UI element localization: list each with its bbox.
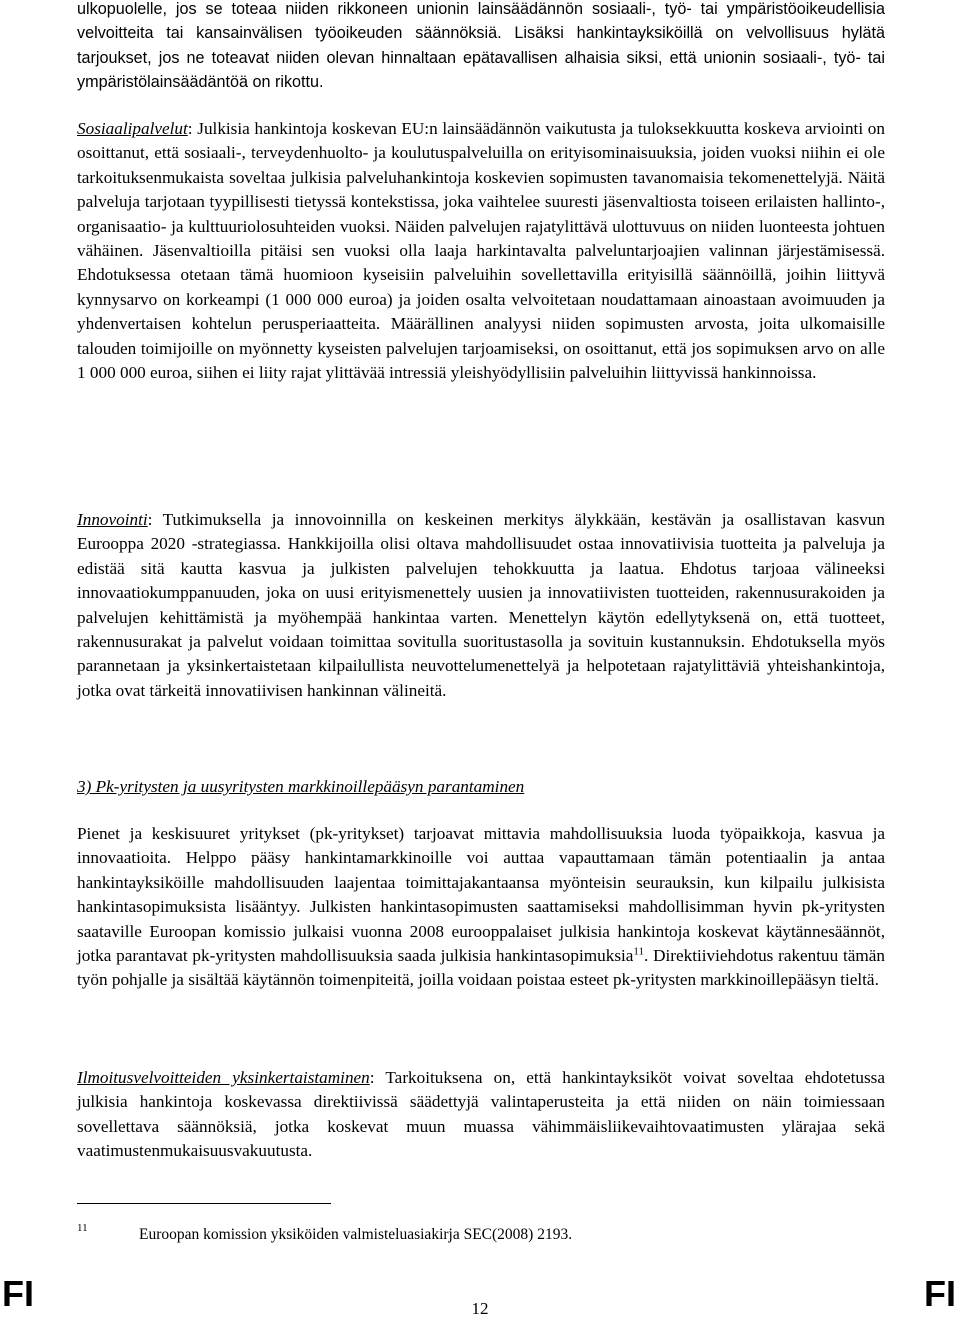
paragraph-sme [77,822,885,993]
paragraph-text-continued: . Direktiiviehdotus rakentuu tämän työn pohjalle ja sisältää käytännön toimenpiteitä, joilla voidaan poistaa esteet pk-yritysten markkinoillepääsyn tieltä. [77,946,885,990]
term-social-services: Sosiaalipalvelut [77,119,188,138]
paragraph-social-criteria [77,0,885,95]
section-heading: 3) Pk-yritysten ja uusyritysten markkinoillepääsyn parantaminen [77,777,525,796]
paragraph-text: ulkopuolelle, jos se toteaa niiden rikkoneen unionin lainsäädännön sosiaali-, työ- tai ympäristöoikeudellisia velvoitteita tai kansainvälisen työoikeuden säännöksiä. Lisäksi hankintayksiköillä on velvollisuus hylätä tarjoukset, jos ne toteavat niiden olevan hinnaltaan epätavallisen alhaisia siksi, että unionin sosiaali-, työ- tai ympäristölainsäädäntöä on rikottu. [77,0,885,92]
footnote-text: Euroopan komission yksiköiden valmisteluasiakirja SEC(2008) 2193. [139,1226,573,1243]
paragraph-text: : Julkisia hankintoja koskevan EU:n lainsäädännön vaikutusta ja tuloksekkuutta koskeva arviointi on osoittanut, että sosiaali-, terveydenhuolto- ja koulutuspalveluilla on erityisominaisuuksia, joiden vuoksi niihin ei ole tarkoituksenmukaista soveltaa julkisia palveluhankintoja koskevien sopimusten tavanomaisia tekomenettelyjä. Näitä palveluja tarjotaan tyypillisesti tietyssä kontekstissa, joka vaihtelee suuresti jäsenvaltiosta toiseen erilaisten hallinto-, organisaatio- ja kulttuuriolosuhteiden vuoksi. Näiden palvelujen rajatylittävä ulottuvuus on niiden luonteesta johtuen vähäinen. Jäsenvaltioilla pitäisi sen vuoksi olla laaja harkintavalta palveluntarjoajien valinnan järjestämisessä. Ehdotuksessa otetaan tämä huomioon kyseisiin palveluihin sovellettavilla erityisillä säännöillä, joihin liittyvä kynnysarvo on korkeampi (1 000 000 euroa) ja joiden osalta velvoitetaan noudattamaan ainoastaan avoimuuden ja yhdenvertaisen kohtelun perusperiaatteita. Määrällinen analyysi niiden sopimusten arvosta, joita ulkomaisille talouden toimijoille on myönnetty kyseisten palvelujen tarjoamiseksi, on osoittanut, että jos sopimuksen arvo on alle 1 000 000 euroa, siihen ei liity rajat ylittävää intressiä yleishyödyllisiin palveluihin liittyvissä hankinnoissa. [77,119,885,383]
term-simplification: Ilmoitusvelvoitteiden yksinkertaistaminen [77,1068,370,1087]
footnote-number: 11 [77,1222,88,1234]
paragraph-text: : Tarkoituksena on, että hankintayksiköt voivat soveltaa ehdotetussa julkisia hankintoja koskevassa direktiivissä säädettyjä valintaperusteita ja että niiden on näin toimiessaan sovellettava säännöksiä, jotka koskevat muun muassa vähimmäisliikevaihtovaatimusten ylärajaa sekä vaatimustenmukaisuusvakuutusta. [77,1068,885,1161]
paragraph-social-services [77,117,885,385]
paragraph-text: Pienet ja keskisuuret yritykset (pk-yritykset) tarjoavat mittavia mahdollisuuksia luoda työpaikkoja, kasvua ja innovaatioita. Helppo pääsy hankintamarkkinoille voi auttaa vapauttamaan tämän potentiaalin ja antaa hankintayksiköille mahdollisuuden laajentaa toimittajakantaansa myönteisin seurauksin, kun kilpailu julkisista hankintasopimuksista lisääntyy. Julkisten hankintasopimusten saattamiseksi mahdollisimman hyvin pk-yritysten saataville Euroopan komissio julkaisi vuonna 2008 eurooppalaiset julkisia hankintoja koskevat käytännesäännöt, jotka parantavat pk-yritysten mahdollisuuksia saada julkisia hankintasopimuksia [77,824,885,966]
paragraph-text: : Tutkimuksella ja innovoinnilla on keskeinen merkitys älykkään, kestävän ja osallistavan kasvun Eurooppa 2020 -strategiassa. Hankkijoilla olisi oltava mahdollisuudet ostaa innovatiivisia tuotteita ja palveluja ja edistää sitä kautta kasvua ja julkisten palvelujen tehokkuutta ja laatua. Ehdotus tarjoaa välineeksi innovaatiokumppanuuden, joka on uusi erityismenettely uusien ja innovatiivisten tuotteiden, rakennusurakoiden ja palvelujen kehittämistä ja myöhempää hankintaa varten. Menettelyn käytön edellytyksenä on, että tuotteet, rakennusurakat ja palvelut voidaan toimittaa sovitulla suoritustasolla ja sovituin kustannuksin. Ehdotuksella myös parannetaan ja yksinkertaistetaan kilpailullista neuvottelumenettelyä ja helpotetaan rajatylittäviä yhteishankintoja, jotka ovat tärkeitä innovatiivisen hankinnan välineitä. [77,510,885,700]
paragraph-simplification [77,1066,885,1164]
language-code-right: FI [924,1273,956,1314]
language-code-left: FI [2,1273,34,1314]
footnote-separator [77,1203,331,1204]
term-innovation: Innovointi [77,510,148,529]
footnote-reference[interactable]: 11 [633,945,645,958]
page-number: 12 [471,1299,489,1318]
paragraph-innovation [77,508,885,703]
